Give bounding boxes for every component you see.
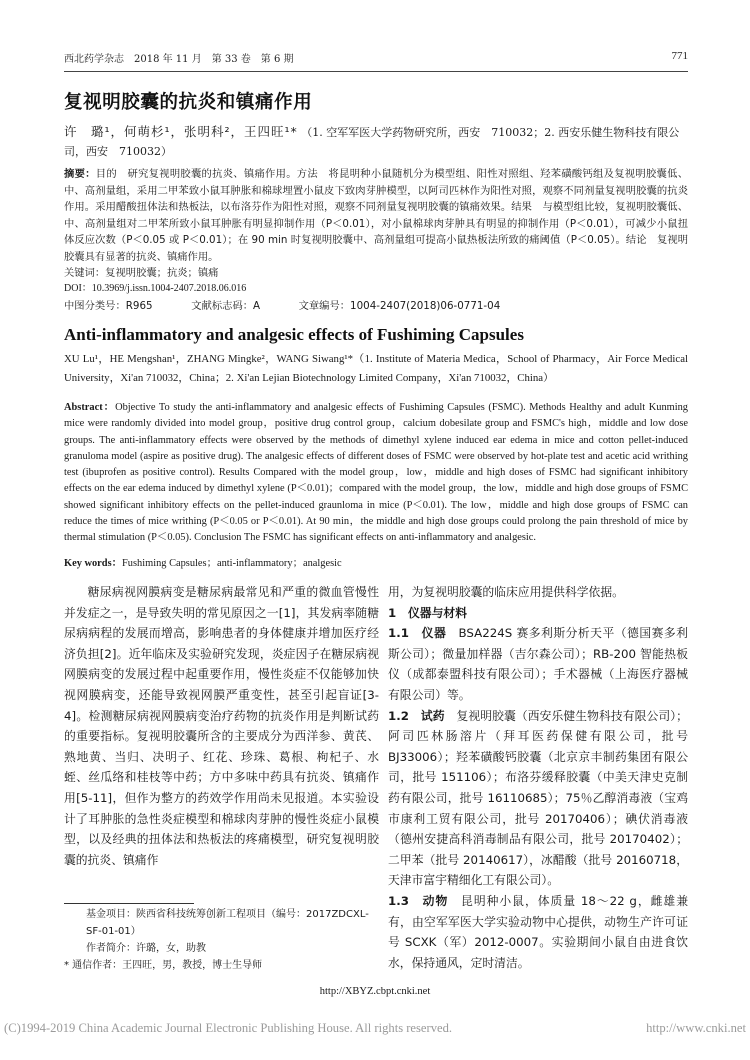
cnki-link[interactable]: http://www.cnki.net — [646, 1021, 746, 1035]
section-reagents-heading: 1.2 试药 — [388, 708, 445, 723]
section-instruments-heading: 1.1 仪器 — [388, 626, 447, 641]
chinese-author-block — [64, 122, 688, 161]
footnote-rule — [64, 903, 194, 904]
english-abstract-text: Objective To study the anti-inflammatory and analgesic effects of Fushiming Capsules (FSMC). Methods Healthy and adult Kunming mice were randomly divided into model group，positive drug control group，calcium dobesilate group and FSMC's high，middle and low dose groups. The anti-inflammatory effects were observed by the methods of dimethyl xylene induced ear edema in mice and cotton pellet-induced granuloma model (aspire as positive drug). The analgesic effects of different doses of FSMC were observed by hot-plate test and acetic acid writhing test (ibuprofen as positive control). Results Compared with the model group，low，middle and high doses of FSMC had significant inhibitory effects on the ear edema induced by dimethyl xylene (P＜0.01)；compared with the model group，the low，middle and high dose groups of FSMC showed significant inhibitory effects on the pellet-induced graunloma in mice (P＜0.01). The low，middle and high dose groups of FSMC can reduce the times of mice writhing (P＜0.05 or P＜0.01). At 90 min，the middle and high dose groups could prolong the pain threshold of mice by thermal stimulation (P＜0.05). Conclusion The FSMC has significant effects on anti-inflammatory and analgesic. — [64, 402, 689, 544]
section-reagents — [388, 706, 688, 891]
page-number: 771 — [671, 50, 688, 62]
chinese-authors: 许 璐¹，何萌杉¹，张明科²，王四旺¹* — [64, 124, 298, 139]
section-animals — [388, 891, 688, 973]
header-rule — [64, 71, 688, 72]
section-instruments-text: BSA224S 赛多利斯分析天平（德国赛多利斯公司）；微量加样器（吉尔森公司）；RB-200 智能热板仪（成都泰盟科技有限公司）；手术器械（上海医疗器械有限公司）等。 — [388, 626, 688, 702]
english-authors: XU Lu¹，HE Mengshan¹，ZHANG Mingke²，WANG Siwang¹*（1. Institute of Materia Medica，School of Pharmacy，Air Force Medical University，Xi'an 710032，China；2. Xi'an Lejian Biotechnology Limited Company，Xi'an 710032，China） — [64, 353, 688, 384]
section-instruments — [388, 623, 688, 705]
body-right-column — [388, 582, 688, 973]
chinese-affiliations: （1. 空军军医大学药物研究所，西安 710032；2. 西安乐健生物科技有限公司，西安 710032） — [64, 126, 680, 158]
chinese-abstract — [64, 166, 688, 266]
funding-footnote: 基金项目：陕西省科技统筹创新工程项目（编号：2017ZDCXL-SF-01-01） — [86, 909, 369, 937]
chinese-keywords: 关键词：复视明胶囊；抗炎；镇痛 — [64, 267, 219, 279]
corresponding-author-footnote: * 通信作者：王四旺，男，教授，博士生导师 — [64, 960, 263, 971]
intro-paragraph: 糖尿病视网膜病变是糖尿病最常见和严重的微血管慢性并发症之一，是导致失明的常见原因之一[1]，其发病率随糖尿病病程的发展而增高，影响患者的身体健康并增加医疗经济负担[2]。近年临床及实验研究发现，炎症因子在糖尿病视网膜病变的发展过程中起重要作用，慢性炎症不仅能够加快视网膜病变，还能导致视网膜严重变性，甚至引起盲证[3-4]。检测糖尿病视网膜病变治疗药物的抗炎作用是判断试药的重要指标。复视明胶囊所含的主要成分为西洋参、黄芪、熟地黄、当归、决明子、红花、珍珠、葛根、枸杞子、水蛭、丝瓜络和桂枝等中药；方中多味中药具有抗炎、镇痛作用[5-11]，但作为整方的药效学作用尚未见报道。本实验设计了耳肿胀的急性炎症模型和棉球肉芽肿的慢性炎症小鼠模型，以及经典的扭体法和热板法的疼痛模型，研究复视明胶囊的抗炎、镇痛作 — [64, 585, 379, 867]
section-heading-materials: 1 仪器与材料 — [388, 605, 467, 620]
journal-info: 西北药学杂志 2018 年 11 月 第 33 卷 第 6 期 — [64, 54, 294, 65]
section-reagents-text: 复视明胶囊（西安乐健生物科技有限公司）；阿司匹林肠溶片（拜耳医药保健有限公司，批号 BJ33006）；羟苯磺酸钙胶囊（北京京丰制药集团有限公司，批号 151106）；布洛芬缓释胶囊（中美天津史克制药有限公司，批号 16110685）；75％乙醇消毒液（宝鸡市康利工贸有限公司，批号 20170406）；碘伏消毒液（德州安捷高科消毒制品有限公司，批号 20170402）；二甲苯（批号 20140617），冰醋酸（批号 20160718，天津市富宇精细化工有限公司）。 — [388, 708, 688, 888]
english-abstract-label: Abstract： — [64, 402, 116, 413]
copyright-notice: (C)1994-2019 China Academic Journal Electronic Publishing House. All rights reserved. — [4, 1021, 453, 1035]
english-keywords-text: Fushiming Capsules；anti-inflammatory；analgesic — [122, 558, 342, 569]
article-number: 文章编号：1004-2407(2018)06-0771-04 — [298, 300, 501, 312]
chinese-abstract-label: 摘要： — [64, 168, 96, 180]
intro-continuation: 用，为复视明胶囊的临床应用提供科学依据。 — [388, 585, 624, 599]
chinese-abstract-text: 目的 研究复视明胶囊的抗炎、镇痛作用。方法 将昆明种小鼠随机分为模型组、阳性对照组、羟苯磺酸钙组及复视明胶囊低、中、高剂量组，采用二甲苯致小鼠耳肿胀和棉球埋置小鼠皮下致肉芽肿模型，以阿司匹林作为阳性对照，观察不同剂量复视明胶囊的抗炎作用。采用醋酸扭体法和热板法，以布洛芬作为阳性对照，观察不同剂量复视明胶囊的镇痛效果。结果 与模型组比较，复视明胶囊低、中、高剂量组对二甲苯所致小鼠耳肿胀有明显抑制作用（P＜0.01），对小鼠棉球肉芽肿具有明显的抑制作用（P＜0.01），可减少小鼠扭体反应次数（P＜0.05 或 P＜0.01）；在 90 min 时复视明胶囊中、高剂量组可提高小鼠热板法所致的痛阈值（P＜0.05）。结论 复视明胶囊具有显著的抗炎、镇痛作用。 — [64, 168, 689, 263]
english-abstract — [64, 400, 688, 547]
section-animals-text: 昆明种小鼠，体质量 18～22 g，雌雄兼有，由空军军医大学实验动物中心提供，动物生产许可证号 SCXK（军）2012-0007。实验期间小鼠自由进食饮水，保持通风，定时清洁。 — [388, 893, 688, 970]
running-head — [64, 50, 688, 68]
document-code: 文献标志码：A — [191, 300, 261, 312]
english-keywords — [64, 556, 688, 572]
author-bio-footnote: 作者简介：许璐，女，助教 — [86, 943, 206, 954]
clc-number: 中图分类号：R965 — [64, 300, 153, 312]
chinese-title: 复视明胶囊的抗炎和镇痛作用 — [64, 92, 313, 113]
doi: DOI：10.3969/j.issn.1004-2407.2018.06.016 — [64, 283, 247, 294]
english-keywords-label: Key words： — [64, 558, 123, 569]
section-animals-heading: 1.3 动物 — [388, 893, 449, 908]
footnotes — [64, 906, 379, 974]
body-left-column — [64, 582, 379, 870]
classification-line — [64, 298, 688, 314]
english-title: Anti-inflammatory and analgesic effects of Fushiming Capsules — [64, 325, 524, 344]
journal-url: http://XBYZ.cbpt.cnki.net — [319, 986, 431, 997]
